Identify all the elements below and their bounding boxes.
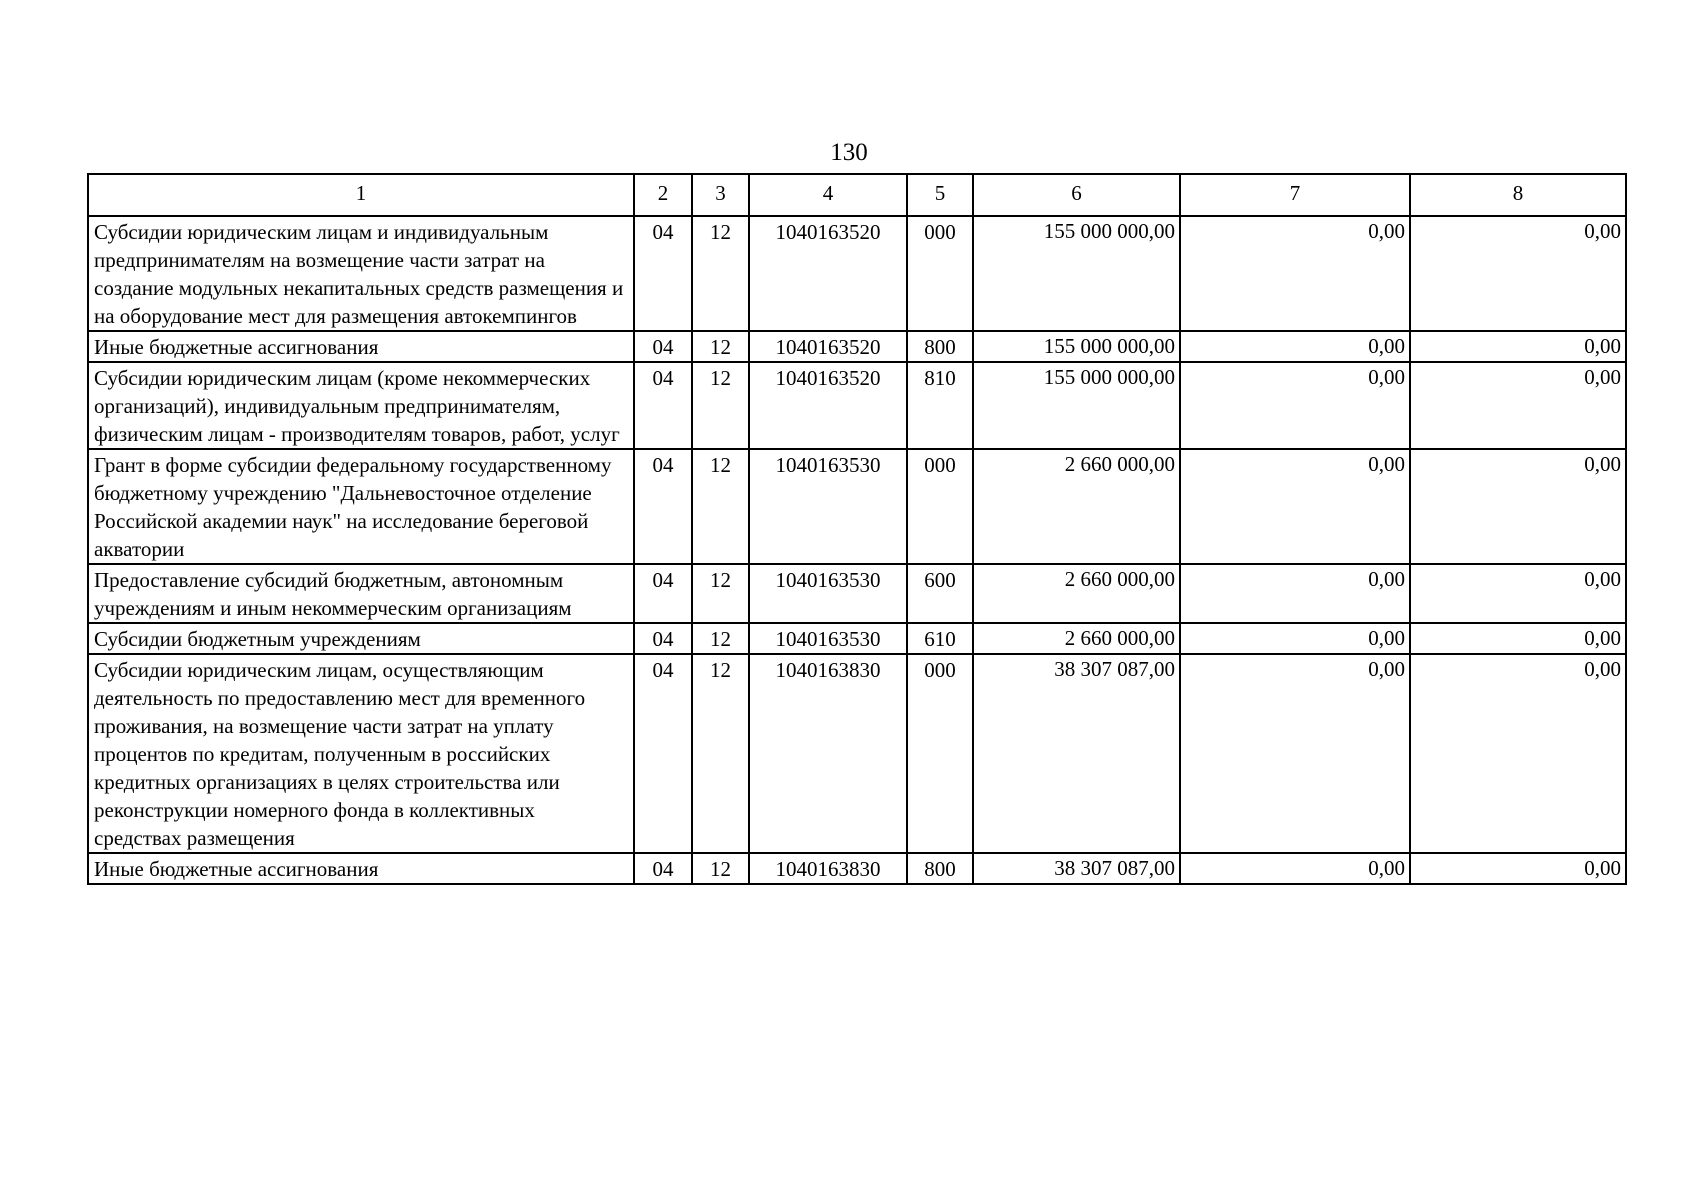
table-row xyxy=(88,654,1626,853)
table-row xyxy=(88,449,1626,564)
amount-col8: 0,00 xyxy=(1410,564,1626,623)
target-article-code: 1040163530 xyxy=(749,564,907,623)
subsection-code: 12 xyxy=(692,362,749,449)
amount-col7: 0,00 xyxy=(1180,564,1410,623)
section-code: 04 xyxy=(634,623,692,654)
row-name: Субсидии юридическим лицам (кроме некоммерческих организаций), индивидуальным предпринимателям, физическим лицам - производителям товаров, работ, услуг xyxy=(88,362,634,449)
expense-type-code: 610 xyxy=(907,623,973,654)
column-header: 6 xyxy=(973,174,1180,216)
column-header: 7 xyxy=(1180,174,1410,216)
row-name: Грант в форме субсидии федеральному государственному бюджетному учреждению "Дальневосточное отделение Российской академии наук" на исследование береговой акватории xyxy=(88,449,634,564)
amount-col7: 0,00 xyxy=(1180,623,1410,654)
amount-col8: 0,00 xyxy=(1410,362,1626,449)
amount-col7: 0,00 xyxy=(1180,216,1410,331)
expense-type-code: 800 xyxy=(907,853,973,884)
amount-col6: 155 000 000,00 xyxy=(973,331,1180,362)
target-article-code: 1040163530 xyxy=(749,449,907,564)
target-article-code: 1040163830 xyxy=(749,853,907,884)
expense-type-code: 600 xyxy=(907,564,973,623)
amount-col6: 155 000 000,00 xyxy=(973,216,1180,331)
amount-col6: 38 307 087,00 xyxy=(973,853,1180,884)
amount-col7: 0,00 xyxy=(1180,362,1410,449)
expense-type-code: 000 xyxy=(907,216,973,331)
column-header: 2 xyxy=(634,174,692,216)
subsection-code: 12 xyxy=(692,654,749,853)
table-row xyxy=(88,853,1626,884)
subsection-code: 12 xyxy=(692,449,749,564)
header-row xyxy=(88,174,1626,216)
target-article-code: 1040163520 xyxy=(749,362,907,449)
subsection-code: 12 xyxy=(692,564,749,623)
expense-type-code: 800 xyxy=(907,331,973,362)
expense-type-code: 000 xyxy=(907,449,973,564)
amount-col8: 0,00 xyxy=(1410,216,1626,331)
column-header: 4 xyxy=(749,174,907,216)
expense-type-code: 000 xyxy=(907,654,973,853)
column-header: 8 xyxy=(1410,174,1626,216)
table-row xyxy=(88,216,1626,331)
section-code: 04 xyxy=(634,654,692,853)
amount-col6: 2 660 000,00 xyxy=(973,564,1180,623)
amount-col8: 0,00 xyxy=(1410,331,1626,362)
amount-col8: 0,00 xyxy=(1410,623,1626,654)
amount-col6: 155 000 000,00 xyxy=(973,362,1180,449)
column-header: 5 xyxy=(907,174,973,216)
amount-col7: 0,00 xyxy=(1180,331,1410,362)
amount-col6: 38 307 087,00 xyxy=(973,654,1180,853)
amount-col8: 0,00 xyxy=(1410,449,1626,564)
row-name: Субсидии юридическим лицам и индивидуальным предпринимателям на возмещение части затрат на создание модульных некапитальных средств размещения и на оборудование мест для размещения автокемпингов xyxy=(88,216,634,331)
page-number: 130 xyxy=(830,139,868,166)
subsection-code: 12 xyxy=(692,216,749,331)
amount-col6: 2 660 000,00 xyxy=(973,623,1180,654)
table-row xyxy=(88,331,1626,362)
amount-col8: 0,00 xyxy=(1410,654,1626,853)
section-code: 04 xyxy=(634,449,692,564)
target-article-code: 1040163520 xyxy=(749,216,907,331)
section-code: 04 xyxy=(634,216,692,331)
target-article-code: 1040163520 xyxy=(749,331,907,362)
table-row xyxy=(88,362,1626,449)
table-row xyxy=(88,564,1626,623)
subsection-code: 12 xyxy=(692,331,749,362)
section-code: 04 xyxy=(634,362,692,449)
amount-col7: 0,00 xyxy=(1180,449,1410,564)
subsection-code: 12 xyxy=(692,623,749,654)
row-name: Иные бюджетные ассигнования xyxy=(88,853,634,884)
table-row xyxy=(88,623,1626,654)
budget-table xyxy=(87,173,1627,885)
row-name: Иные бюджетные ассигнования xyxy=(88,331,634,362)
section-code: 04 xyxy=(634,564,692,623)
subsection-code: 12 xyxy=(692,853,749,884)
amount-col8: 0,00 xyxy=(1410,853,1626,884)
target-article-code: 1040163830 xyxy=(749,654,907,853)
section-code: 04 xyxy=(634,853,692,884)
expense-type-code: 810 xyxy=(907,362,973,449)
target-article-code: 1040163530 xyxy=(749,623,907,654)
row-name: Предоставление субсидий бюджетным, автономным учреждениям и иным некоммерческим организациям xyxy=(88,564,634,623)
section-code: 04 xyxy=(634,331,692,362)
column-header: 1 xyxy=(88,174,634,216)
amount-col7: 0,00 xyxy=(1180,853,1410,884)
amount-col6: 2 660 000,00 xyxy=(973,449,1180,564)
row-name: Субсидии юридическим лицам, осуществляющим деятельность по предоставлению мест для временного проживания, на возмещение части затрат на уплату процентов по кредитам, полученным в российских кредитных организациях в целях строительства или реконструкции номерного фонда в коллективных средствах размещения xyxy=(88,654,634,853)
row-name: Субсидии бюджетным учреждениям xyxy=(88,623,634,654)
column-header: 3 xyxy=(692,174,749,216)
amount-col7: 0,00 xyxy=(1180,654,1410,853)
